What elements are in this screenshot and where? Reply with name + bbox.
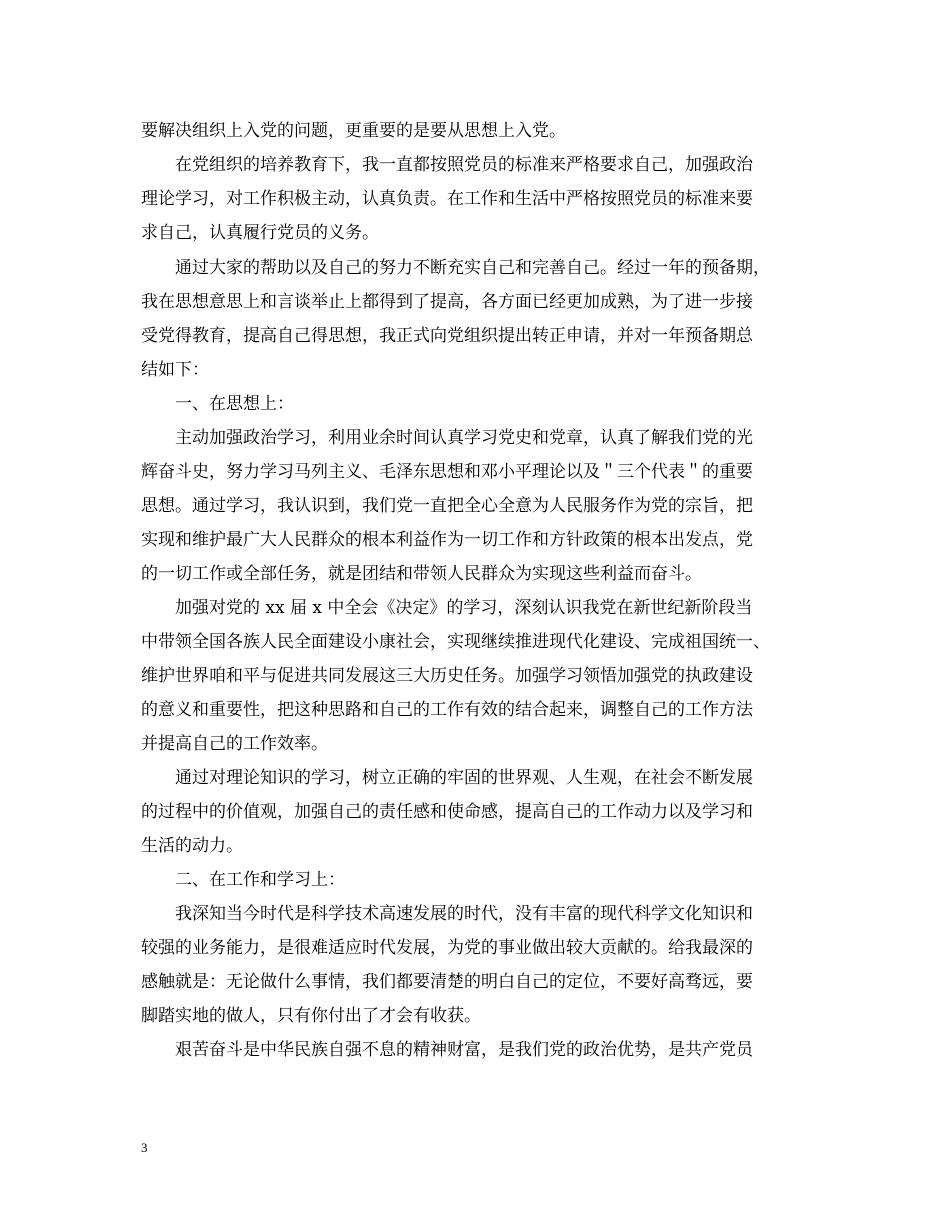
text-line: 加强对党的 xx 届 x 中全会《决定》的学习，深刻认识我党在新世纪新阶段当 [175, 598, 753, 618]
text-line: 生活的动力。 [141, 836, 243, 856]
text-line: 我在思想意思上和言谈举止上都得到了提高，各方面已经更加成熟，为了进一步接 [141, 292, 753, 312]
text-line: 维护世界咱和平与促进共同发展这三大历史任务。加强学习领悟加强党的执政建设 [141, 666, 753, 686]
text-line: 的意义和重要性，把这种思路和自己的工作有效的结合起来，调整自己的工作方法 [141, 700, 753, 720]
text-line: 辉奋斗史，努力学习马列主义、毛泽东思想和邓小平理论以及＂三个代表＂的重要 [141, 462, 753, 482]
text-line: 艰苦奋斗是中华民族自强不息的精神财富，是我们党的政治优势，是共产党员 [175, 1040, 753, 1060]
text-line: 的一切工作或全部任务，就是团结和带领人民群众为实现这些利益而奋斗。 [141, 564, 702, 584]
text-line: 通过对理论知识的学习，树立正确的牢固的世界观、人生观，在社会不断发展 [175, 768, 753, 788]
text-line: 较强的业务能力，是很难适应时代发展，为党的事业做出较大贡献的。给我最深的 [141, 938, 753, 958]
page-number: 3 [141, 1140, 148, 1155]
text-line: 脚踏实地的做人，只有你付出了才会有收获。 [141, 1006, 481, 1026]
text-line: 的过程中的价值观，加强自己的责任感和使命感，提高自己的工作动力以及学习和 [141, 802, 753, 822]
section-heading: 一、在思想上： [175, 394, 294, 414]
text-line: 在党组织的培养教育下，我一直都按照党员的标准来严格要求自己，加强政治 [175, 155, 753, 175]
text-line: 实现和维护最广大人民群众的根本利益作为一切工作和方针政策的根本出发点，党 [141, 530, 753, 550]
text-line: 中带领全国各族人民全面建设小康社会，实现继续推进现代化建设、完成祖国统一、 [141, 632, 770, 652]
text-line: 并提高自己的工作效率。 [141, 734, 328, 754]
text-line: 我深知当今时代是科学技术高速发展的时代，没有丰富的现代科学文化知识和 [175, 904, 753, 924]
section-heading: 二、在工作和学习上： [175, 870, 345, 890]
text-line: 主动加强政治学习，利用业余时间认真学习党史和党章，认真了解我们党的光 [175, 428, 753, 448]
text-line: 结如下： [141, 360, 209, 380]
text-line: 感触就是：无论做什么事情，我们都要清楚的明白自己的定位，不要好高骛远，要 [141, 972, 753, 992]
text-line: 理论学习，对工作积极主动，认真负责。在工作和生活中严格按照党员的标准来要 [141, 189, 753, 209]
text-line: 通过大家的帮助以及自己的努力不断充实自己和完善自己。经过一年的预备期， [175, 258, 770, 278]
text-line: 思想。通过学习，我认识到，我们党一直把全心全意为人民服务作为党的宗旨，把 [141, 496, 753, 516]
text-line: 要解决组织上入党的问题，更重要的是要从思想上入党。 [141, 121, 566, 141]
text-line: 受党得教育，提高自己得思想，我正式向党组织提出转正申请，并对一年预备期总 [141, 326, 753, 346]
text-line: 求自己，认真履行党员的义务。 [141, 223, 379, 243]
